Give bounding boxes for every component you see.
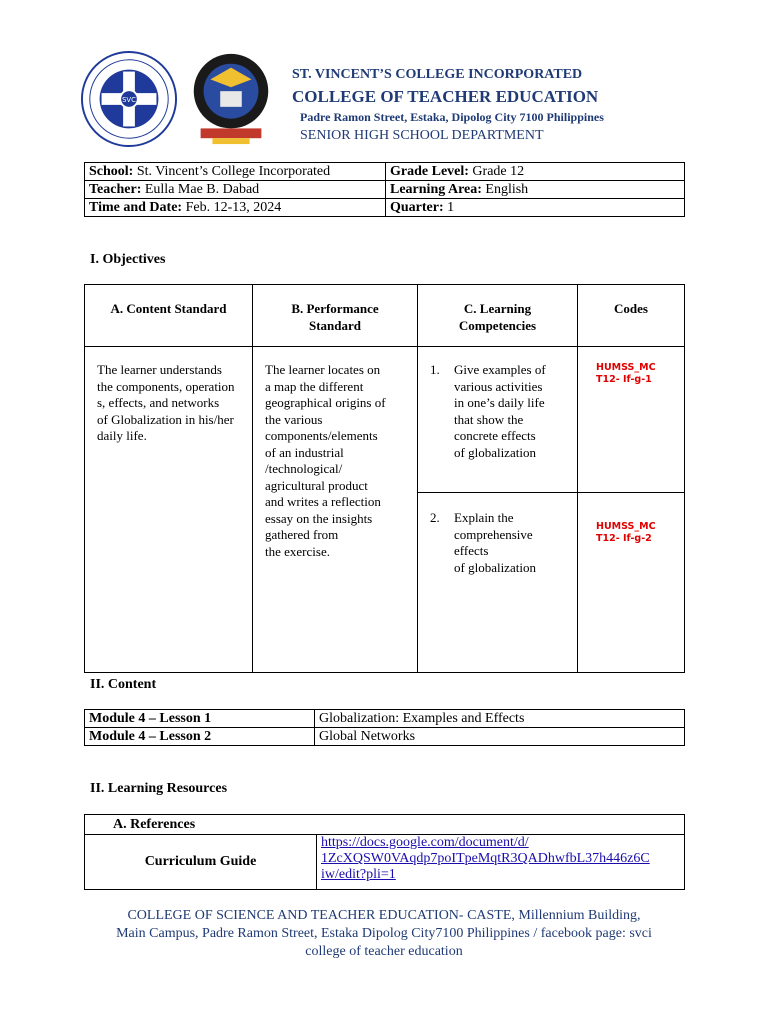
learning-resources-heading: II. Learning Resources bbox=[90, 781, 228, 796]
area-cell: Learning Area: English bbox=[386, 181, 685, 199]
quarter-cell: Quarter: 1 bbox=[386, 199, 685, 217]
objectives-table bbox=[84, 284, 685, 673]
svg-text:SVC: SVC bbox=[122, 95, 136, 104]
content-table bbox=[84, 709, 685, 746]
code-2-cell bbox=[578, 493, 685, 673]
references-row: A. References bbox=[85, 815, 685, 835]
table-row: Module 4 – Lesson 1 Globalization: Examples and Effects bbox=[85, 710, 685, 728]
performance-standard-text: The learner locates on a map the different geographical origins of the various components/elements of an industrial /technological/ agricultural product and writes a reflection essay on the insights gathered from the exercise. bbox=[265, 362, 386, 559]
resources-table bbox=[84, 814, 685, 890]
table-row: Module 4 – Lesson 2 Global Networks bbox=[85, 728, 685, 746]
competency-1-text: Give examples of various activities in one’s daily life that show the concrete effects of globalization bbox=[454, 362, 546, 460]
content-heading: II. Content bbox=[90, 677, 157, 692]
col-codes: Codes bbox=[578, 285, 685, 347]
code-2: HUMSS_MC T12- If-g-2 bbox=[596, 521, 656, 544]
curriculum-guide-link[interactable]: https://docs.google.com/document/d/ 1ZcXQSW0VAqdp7poITpeMqtR3QADhwfbL37h446z6C iw/edit?pli=1 bbox=[321, 835, 650, 882]
col-learning-competencies: C. Learning Competencies bbox=[418, 285, 578, 347]
curriculum-guide-label: Curriculum Guide bbox=[85, 835, 317, 890]
footer: COLLEGE OF SCIENCE AND TEACHER EDUCATION- CASTE, Millennium Building, Main Campus, Padre Ramon Street, Estaka Dipolog City7100 Philippines / facebook page: svci college of teacher education bbox=[116, 908, 652, 959]
objectives-heading: I. Objectives bbox=[90, 252, 166, 267]
competency-2-text: Explain the comprehensive effects of globalization bbox=[454, 510, 536, 575]
teacher-cell: Teacher: Eulla Mae B. Dabad bbox=[85, 181, 386, 199]
grade-cell: Grade Level: Grade 12 bbox=[386, 163, 685, 181]
college-seal-logo bbox=[80, 50, 178, 148]
department-name: SENIOR HIGH SCHOOL DEPARTMENT bbox=[300, 128, 544, 143]
time-cell: Time and Date: Feb. 12-13, 2024 bbox=[85, 199, 386, 217]
info-table bbox=[84, 162, 685, 217]
performance-standard-cell bbox=[253, 347, 418, 673]
col-performance-standard: B. Performance Standard bbox=[253, 285, 418, 347]
college-name: COLLEGE OF TEACHER EDUCATION bbox=[292, 87, 599, 106]
competency-1-cell: 1. Give examples of various activities in one’s daily life that show the concrete effects of globalization bbox=[418, 347, 578, 493]
competency-2-cell: 2. Explain the comprehensive effects of globalization bbox=[418, 493, 578, 673]
college-address: Padre Ramon Street, Estaka, Dipolog City 7100 Philippines bbox=[300, 110, 604, 124]
code-1: HUMSS_MC T12- If-g-1 bbox=[596, 362, 656, 385]
teacher-education-logo bbox=[190, 50, 272, 148]
institution-name: ST. VINCENT’S COLLEGE INCORPORATED bbox=[292, 67, 583, 82]
school-cell: School: St. Vincent’s College Incorporated bbox=[85, 163, 386, 181]
curriculum-guide-link-cell bbox=[317, 835, 685, 890]
content-standard-cell bbox=[85, 347, 253, 673]
content-standard-text: The learner understands the components, operation s, effects, and networks of Globalization in his/her daily life. bbox=[97, 362, 235, 443]
code-1-cell bbox=[578, 347, 685, 493]
col-content-standard: A. Content Standard bbox=[85, 285, 253, 347]
